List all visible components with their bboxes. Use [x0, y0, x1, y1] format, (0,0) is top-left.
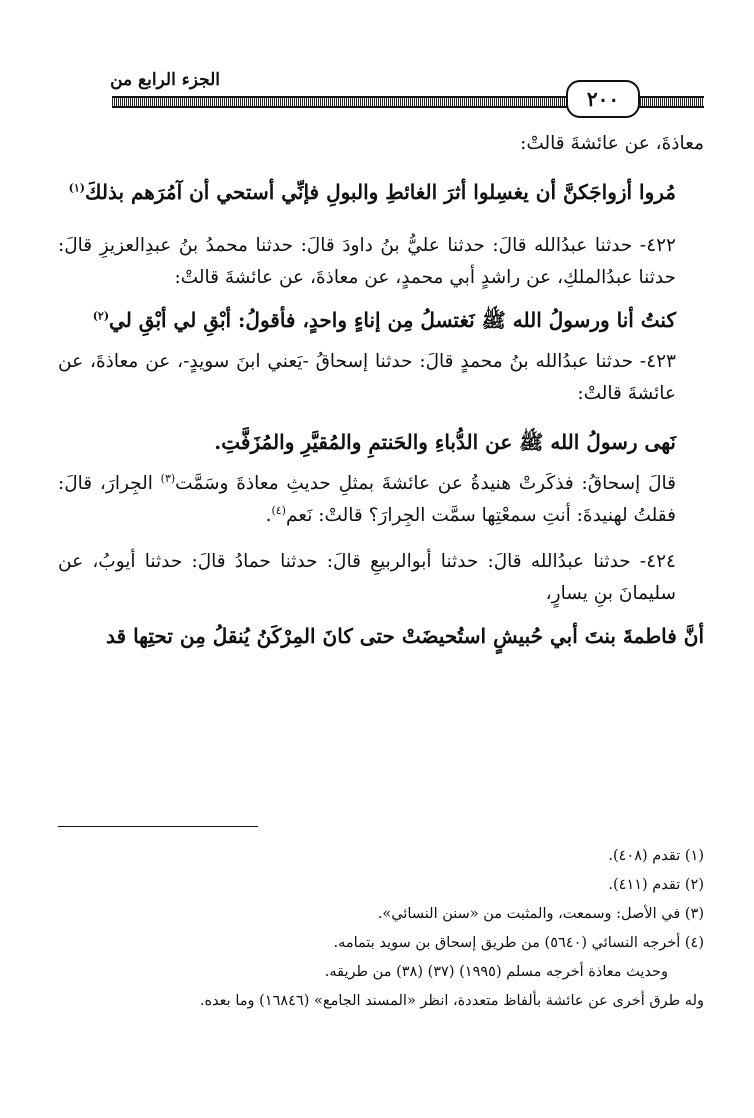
footnote-ref: (٢) — [92, 309, 110, 323]
paragraph-text: قالَ إسحاقُ: فذكَرتْ هنيدةُ عن عائشةَ بمثلِ حديثِ معاذةَ وسَمَّت — [175, 473, 676, 494]
ishaq-comment: قالَ إسحاقُ: فذكَرتْ هنيدةُ عن عائشةَ بمثلِ حديثِ معاذةَ وسَمَّت$^{(٣)}$ الجِرارَ، قالَ: فقلتُ لهنيدةَ: أنتِ سمعْتِها سمَّت الجِرارَ؟ قالتْ: نَعم$^{(٤)}$. — [58, 471, 676, 526]
header-rule-left — [112, 96, 572, 108]
footnote-ref: (١) — [68, 181, 86, 195]
footnote-1: (١) تقدم (٤٠٨). — [608, 848, 704, 864]
footnote-4: (٤) أخرجه النسائي (٥٦٤٠) من طريق إسحاق بن سويد بتمامه. — [333, 935, 704, 951]
paragraph-text: ٤٢٢- حدثنا عبدُالله قالَ: حدثنا عليُّ بنُ داودَ قالَ: حدثنا محمدُ بنُ عبدِالعزيزِ قالَ: حدثنا عبدُالملكِ، عن راشدٍ أبي محمدٍ، عن معاذةَ، عن عائشةَ قالتْ: — [58, 235, 676, 288]
paragraph-text: ٤٢٤- حدثنا عبدُالله قالَ: حدثنا أبوالربيعِ قالَ: حدثنا حمادُ قالَ: حدثنا أيوبُ، عن سليمانَ بنِ يسارٍ، — [58, 551, 676, 604]
paragraph-text: ٤٢٣- حدثنا عبدُالله بنُ محمدٍ قالَ: حدثنا إسحاقُ -يَعني ابنَ سويدٍ-، عن معاذةَ، عن عائشةَ قالتْ: — [58, 351, 676, 404]
header-rule-right — [630, 96, 704, 108]
isnad-422 — [58, 230, 704, 294]
footnotes — [58, 842, 704, 1016]
main-text — [58, 128, 704, 654]
isnad-423 — [58, 346, 704, 410]
paragraph-text: أنَّ فاطمةَ بنتَ أبي حُبيشٍ استُحيضَتْ حتى كانَ المِرْكَنُ يُنقلُ مِن تحتِها قد — [106, 624, 704, 648]
footnote-ref: (٤) — [271, 503, 286, 517]
paragraph-text: نَهى رسولُ الله ﷺ عن الدُّباءِ والحَنتمِ والمُقيَّرِ والمُزَفَّتِ. — [214, 430, 676, 454]
footnote-4-continued-2: وله طرق أخرى عن عائشة بألفاظ متعددة، انظر «المسند الجامع» (١٦٨٤٦) وما بعده. — [199, 993, 704, 1009]
isnad-424 — [58, 546, 704, 610]
paragraph-text: معاذةَ، عن عائشةَ قالتْ: — [520, 133, 704, 154]
footnote-ref: (٣) — [160, 471, 176, 485]
paragraph-text: مُروا أزواجَكنَّ أن يغسِلوا أثرَ الغائطِ والبولِ فإنِّي أستحي أن آمُرَهم بذلكَ — [85, 180, 676, 204]
paragraph-text: كنتُ أنا ورسولُ الله ﷺ نَغتسلُ مِن إناءٍ واحدٍ، فأقولُ: أبْقِ لي أبْقِ لي — [109, 308, 676, 332]
hadith-matn-1 — [58, 174, 704, 210]
paragraph-intro — [58, 128, 704, 160]
page-number: ٢٠٠ — [566, 80, 640, 118]
hadith-matn-4 — [58, 618, 704, 654]
page-header — [50, 70, 704, 114]
hadith-matn-3 — [58, 424, 704, 460]
hadith-matn-2 — [58, 302, 704, 338]
footnote-4-continued: وحديث معاذة أخرجه مسلم (١٩٩٥) (٣٧) (٣٨) من طريقه. — [324, 964, 668, 980]
footnote-separator — [58, 826, 258, 827]
footnote-2: (٢) تقدم (٤١١). — [608, 877, 704, 893]
running-head: الجزء الرابع من — [110, 70, 220, 90]
paragraph-text: الجِرارَ، قالَ: فقلتُ لهنيدةَ: أنتِ سمعْتِها سمَّت الجِرارَ؟ قالتْ: نَعم — [58, 473, 676, 526]
footnote-3: (٣) في الأصل: وسمعت، والمثبت من «سنن النسائي». — [377, 906, 704, 922]
